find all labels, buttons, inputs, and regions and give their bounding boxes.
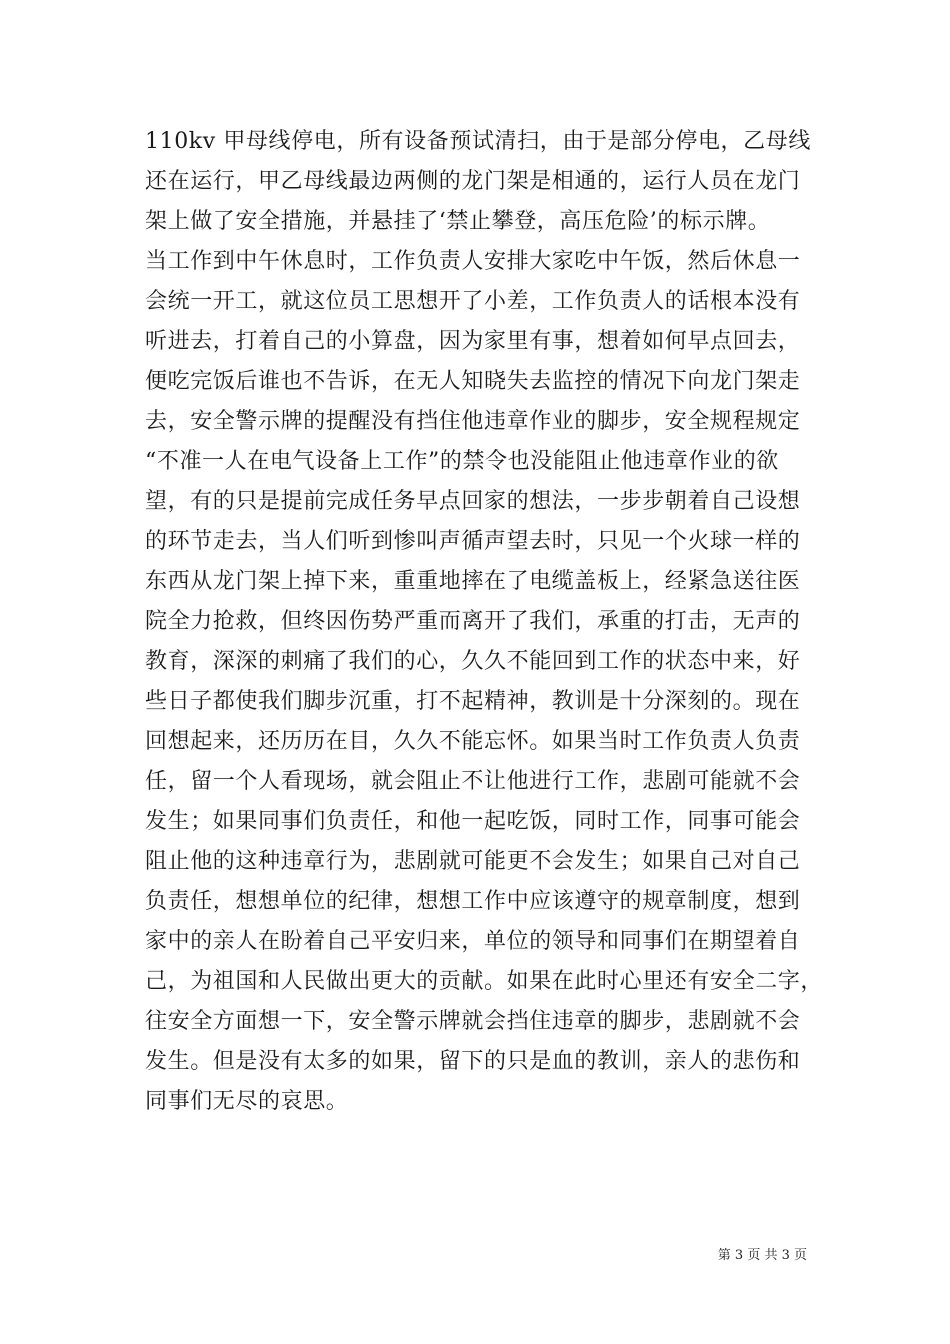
text-line: 任，留一个人看现场，就会阻止不让他进行工作，悲剧可能就不会 <box>145 769 801 794</box>
text-line: 发生；如果同事们负责任，和他一起吃饭，同时工作，同事可能会 <box>145 809 801 834</box>
text-line: 教育，深深的刺痛了我们的心，久久不能回到工作的状态中来，好 <box>145 649 801 674</box>
text-line: 发生。但是没有太多的如果，留下的只是血的教训，亲人的悲伤和 <box>145 1049 801 1074</box>
text-line: 110kv 甲母线停电，所有设备预试清扫，由于是部分停电，乙母线 <box>145 129 811 154</box>
text-line: 同事们无尽的哀思。 <box>145 1089 349 1114</box>
text-line: 的环节走去，当人们听到惨叫声循声望去时，只见一个火球一样的 <box>145 529 801 554</box>
text-line: 院全力抢救，但终因伤势严重而离开了我们，承重的打击，无声的 <box>145 609 801 634</box>
text-line: 负责任，想想单位的纪律，想想工作中应该遵守的规章制度，想到 <box>145 889 801 914</box>
text-line: 往安全方面想一下，安全警示牌就会挡住违章的脚步，悲剧就不会 <box>145 1009 801 1034</box>
text-line: 阻止他的这种违章行为，悲剧就可能更不会发生；如果自己对自己 <box>145 849 801 874</box>
page-number-footer: 第 3 页 共 3 页 <box>717 1248 807 1263</box>
text-line: 便吃完饭后谁也不告诉，在无人知晓失去监控的情况下向龙门架走 <box>145 369 801 394</box>
text-line: 己，为祖国和人民做出更大的贡献。如果在此时心里还有安全二字， <box>145 969 824 994</box>
text-line: 会统一开工，就这位员工思想开了小差，工作负责人的话根本没有 <box>145 289 801 314</box>
body-paragraph <box>145 122 824 1122</box>
text-line: “不准一人在电气设备上工作”的禁令也没能阻止他违章作业的欲 <box>145 449 779 474</box>
text-line: 架上做了安全措施，并悬挂了‘禁止攀登，高压危险’的标示牌。 <box>145 209 771 234</box>
text-line: 当工作到中午休息时，工作负责人安排大家吃中午饭，然后休息一 <box>145 249 801 274</box>
text-line: 还在运行，甲乙母线最边两侧的龙门架是相通的，运行人员在龙门 <box>145 169 801 194</box>
text-line: 些日子都使我们脚步沉重，打不起精神，教训是十分深刻的。现在 <box>145 689 801 714</box>
text-line: 去，安全警示牌的提醒没有挡住他违章作业的脚步，安全规程规定 <box>145 409 801 434</box>
text-line: 东西从龙门架上掉下来，重重地摔在了电缆盖板上，经紧急送往医 <box>145 569 801 594</box>
text-line: 望，有的只是提前完成任务早点回家的想法，一步步朝着自己设想 <box>145 489 801 514</box>
text-line: 听进去，打着自己的小算盘，因为家里有事，想着如何早点回去， <box>145 329 801 354</box>
text-line: 回想起来，还历历在目，久久不能忘怀。如果当时工作负责人负责 <box>145 729 801 754</box>
text-line: 家中的亲人在盼着自己平安归来，单位的领导和同事们在期望着自 <box>145 929 801 954</box>
